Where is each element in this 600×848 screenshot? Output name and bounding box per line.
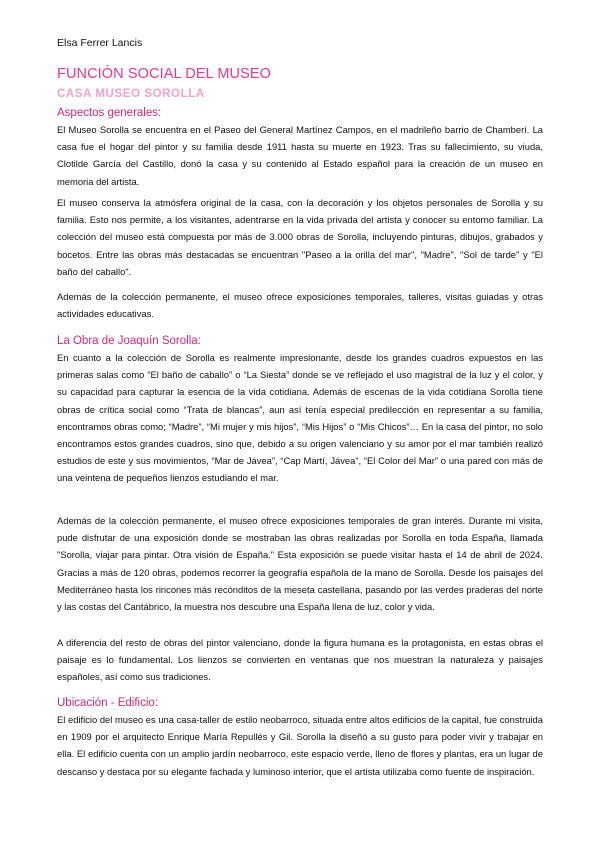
section-heading-obra: La Obra de Joaquín Sorolla: xyxy=(57,335,201,347)
author-name: Elsa Ferrer Lancis xyxy=(57,37,143,49)
paragraph-obra-3: A diferencia del resto de obras del pintor valenciano, donde la figura humana es la protagonista, en estas obras el paisaje es lo fundamental. Los lienzos se convierten en ventanas que nos muestran la naturaleza y paisajes españoles, así como sus tradiciones. xyxy=(57,637,543,683)
paragraph-aspectos-2: El museo conserva la atmósfera original de la casa, con la decoración y los objetos personales de Sorolla y su familia. Esto nos permite, a los visitantes, adentrarse en la vida privada del artista y conocer su entorno familiar. La colección del museo está compuesta por más de 3.000 obras de Sorolla, incluyendo pinturas, dibujos, grabados y bocetos. Entre las obras más destacadas se encuentran "Paseo a la orilla del mar", "Madre", "Sol de tarde" y "El baño del caballo". xyxy=(57,197,543,277)
paragraph-aspectos-3: Además de la colección permanente, el museo ofrece exposiciones temporales, talleres, visitas guiadas y otras actividades educativas. xyxy=(57,291,543,320)
paragraph-obra-1: En cuanto a la colección de Sorolla es realmente impresionante, desde los grandes cuadros expuestos en las primeras salas como “El baño de caballo” o “La Siesta” donde se ve reflejado el uso magistral de la luz y el color, y su capacidad para capturar la esencia de la vida cotidiana. Además de escenas de la vida cotidiana Sorolla tiene obras de crítica social como “Trata de blancas”, aun así tenía especial predilección en representar a su familia, encontramos obras como; “Madre”, “Mi mujer y mis hijos”, “Mis Hijos” o “Mis Chicos”… En la casa del pintor, no solo encontramos estos grandes cuadros, sino que, debido a su origen valenciano y su amor por el mar también realizó estudios de este y sus movimientos, “Mar de Jávea”, “Cap Martí, Jávea”, “El Color del Mar” o una pared con más de una veintena de pequeños lienzos estudiando el mar. xyxy=(57,352,543,484)
document-subtitle: CASA MUSEO SOROLLA xyxy=(57,88,205,100)
paragraph-aspectos-1: El Museo Sorolla se encuentra en el Paseo del General Martínez Campos, en el madrileño barrio de Chamberí. La casa fue el hogar del pintor y su familia desde 1911 hasta su muerte en 1923. Tras su fallecimiento, su viuda, Clotilde García del Castillo, donó la casa y su contenido al Estado español para la creación de un museo en memoria del artista. xyxy=(57,124,543,187)
section-heading-ubicacion: Ubicación - Edificio: xyxy=(57,697,158,709)
document-title: FUNCIÓN SOCIAL DEL MUSEO xyxy=(57,66,272,82)
paragraph-obra-2: Además de la colección permanente, el museo ofrece exposiciones temporales de gran interés. Durante mi visita, pude disfrutar de una exposición donde se mostraban las obras realizadas por Sorolla en toda España, llamada "Sorolla, viajar para pintar. Otra visión de España." Esta exposición se puede visitar hasta el 14 de abril de 2024. Gracias a más de 120 obras, podemos recorrer la geografía española de la mano de Sorolla. Desde los paisajes del Mediterráneo hasta los rincones más recónditos de la meseta castellana, pasando por las verdes praderas del norte y las costas del Cantábrico, la muestra nos descubre una España llena de luz, color y vida. xyxy=(57,515,543,613)
paragraph-ubicacion-1: El edificio del museo es una casa-taller de estilo neobarroco, situada entre altos edificios de la capital, fue construida en 1909 por el arquitecto Enrique María Repullés y Gil. Sorolla la diseñó a su gusto para poder vivir y trabajar en ella. El edificio cuenta con un amplio jardín neobarroco, este espacio verde, lleno de flores y plantas, era un lugar de descanso y destaca por su elegante fachada y luminoso interior, que el artista utilizaba como fuente de inspiración. xyxy=(57,714,543,777)
section-heading-aspectos: Aspectos generales: xyxy=(57,107,162,119)
